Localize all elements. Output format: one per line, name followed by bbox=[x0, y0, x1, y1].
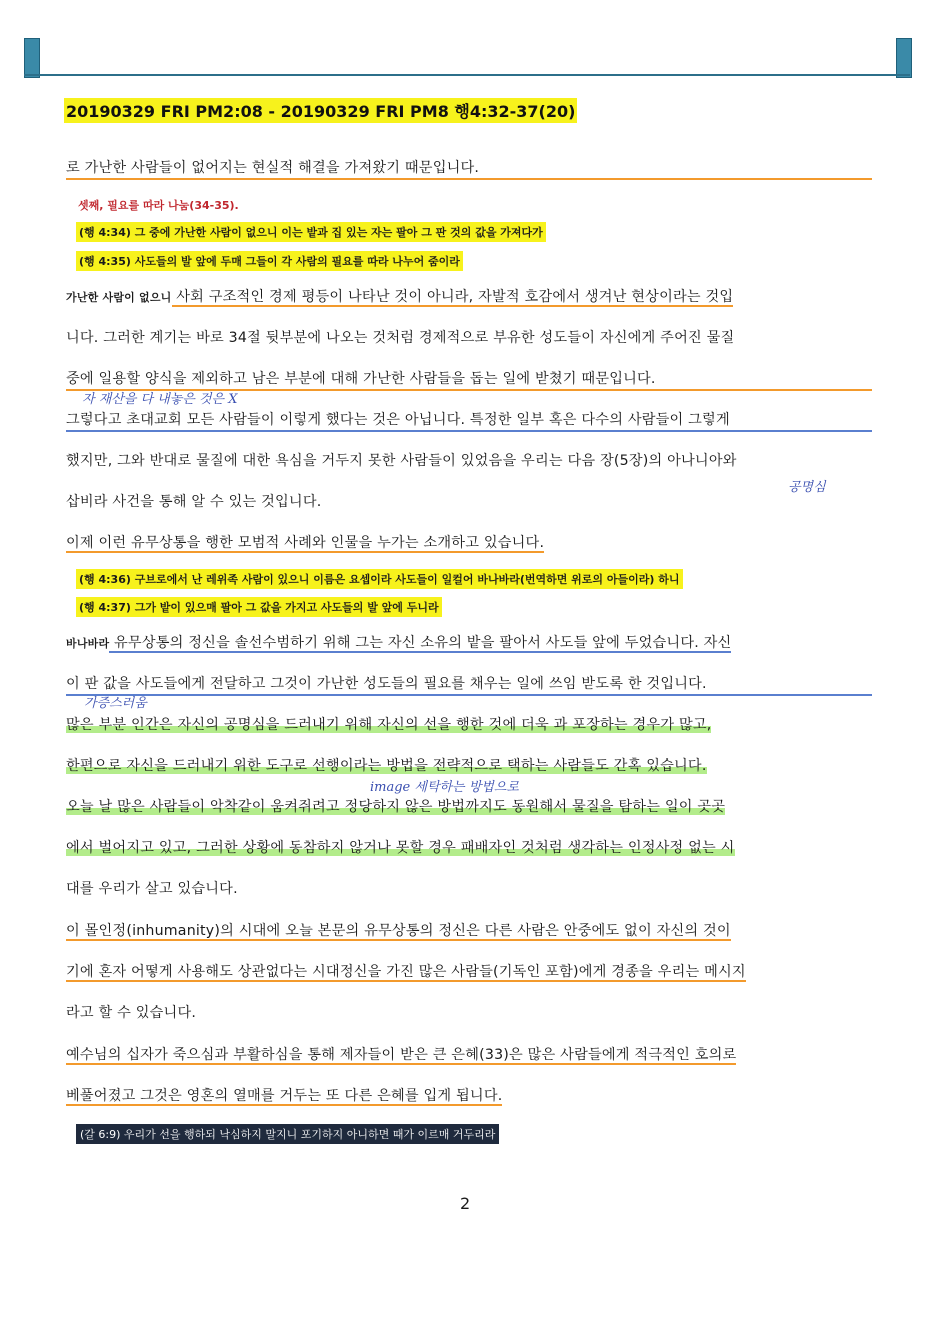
paragraph-line: 라고 할 수 있습니다. bbox=[66, 1005, 197, 1021]
paragraph-text: 이 몰인정(inhumanity)의 시대에 오늘 본문의 유무상통의 정신은 다른 사람은 안중에도 없이 자신의 것이 bbox=[66, 923, 731, 939]
paragraph-line: 그렇다고 초대교회 모든 사람들이 이렇게 했다는 것은 아닙니다. 특정한 일부 혹은 다수의 사람들이 그렇게 bbox=[66, 410, 872, 432]
paragraph-line bbox=[66, 715, 872, 735]
paragraph-line bbox=[66, 797, 872, 817]
paragraph-line bbox=[66, 962, 872, 982]
paragraph-line: 이 판 값을 사도들에게 전달하고 그것이 가난한 성도들의 필요를 채우는 일에 쓰임 받도록 한 것입니다. bbox=[66, 674, 872, 696]
paragraph-line: 삽비라 사건을 통해 알 수 있는 것입니다. bbox=[66, 494, 322, 510]
verse-acts-4-36: (행 4:36) 구브로에서 난 레위족 사람이 있으니 이름은 요셉이라 사도들이 일컬어 바나바라(번역하면 위로의 아들이라) 하니 bbox=[76, 569, 683, 589]
paragraph-line bbox=[66, 533, 872, 553]
paragraph-line bbox=[66, 633, 872, 654]
paragraph-line bbox=[66, 1086, 872, 1106]
paragraph-text: 사회 구조적인 경제 평등이 나타난 것이 아니라, 자발적 호감에서 생겨난 현상이라는 것입 bbox=[171, 289, 734, 305]
paragraph-line: 했지만, 그와 반대로 물질에 대한 욕심을 거두지 못한 사람들이 있었음을 우리는 다음 장(5장)의 아나니아와 bbox=[66, 453, 737, 469]
handwritten-note: 자 재산을 다 내놓은 것은 X bbox=[82, 392, 238, 407]
paragraph-text: 이제 이런 유무상통을 행한 모범적 사례와 인물을 누가는 소개하고 있습니다. bbox=[66, 535, 545, 551]
header-rule bbox=[24, 74, 910, 76]
handwritten-note: 공명심 bbox=[788, 480, 826, 495]
paragraph-line: 중에 일용할 양식을 제외하고 남은 부분에 대해 가난한 사람들을 돕는 일에 받쳤기 때문입니다. bbox=[66, 369, 872, 391]
paragraph-line: 로 가난한 사람들이 없어지는 현실적 해결을 가져왔기 때문입니다. bbox=[66, 158, 872, 180]
paragraph-line bbox=[66, 921, 872, 941]
header-bar-left bbox=[24, 38, 40, 78]
handwritten-note: image 세탁하는 방법으로 bbox=[370, 780, 519, 795]
paragraph-text: 에서 벌어지고 있고, 그러한 상황에 동참하지 않거나 못할 경우 패배자인 것처럼 생각하는 인정사정 없는 시 bbox=[66, 840, 735, 856]
verse-acts-4-35: (행 4:35) 사도들의 발 앞에 두매 그들이 각 사람의 필요를 따라 나누어 줌이라 bbox=[76, 251, 463, 271]
paragraph-text: 기에 혼자 어떻게 사용해도 상관없다는 시대정신을 가진 많은 사람들(기독인 포함)에게 경종을 우리는 메시지 bbox=[66, 964, 746, 980]
verse-galatians-6-9: (갈 6:9) 우리가 선을 행하되 낙심하지 말지니 포기하지 아니하면 때가 이르매 거두리라 bbox=[76, 1124, 499, 1144]
page-number: 2 bbox=[460, 1194, 471, 1213]
verse-acts-4-34: (행 4:34) 그 중에 가난한 사람이 없으니 이는 밭과 집 있는 자는 팔아 그 판 것의 값을 가져다가 bbox=[76, 222, 546, 242]
paragraph-line: 니다. 그러한 계기는 바로 34절 뒷부분에 나오는 것처럼 경제적으로 부유한 성도들이 자신에게 주어진 물질 bbox=[66, 330, 735, 346]
paragraph-text: 한편으로 자신을 드러내기 위한 도구로 선행이라는 방법을 전략적으로 택하는 사람들도 간혹 있습니다. bbox=[66, 758, 707, 774]
paragraph-text: 유무상통의 정신을 솔선수범하기 위해 그는 자신 소유의 밭을 팔아서 사도들 앞에 두었습니다. 자신 bbox=[109, 635, 732, 651]
paragraph-line bbox=[66, 838, 872, 858]
handwritten-note: 가증스러움 bbox=[84, 696, 147, 711]
paragraph-line bbox=[66, 287, 872, 308]
verse-acts-4-37: (행 4:37) 그가 밭이 있으매 팔아 그 값을 가지고 사도들의 발 앞에 두니라 bbox=[76, 597, 442, 617]
paragraph-text: 예수님의 십자가 죽으심과 부활하심을 통해 제자들이 받은 큰 은혜(33)은 많은 사람들에게 적극적인 호의로 bbox=[66, 1047, 737, 1063]
header-bar-right bbox=[896, 38, 912, 78]
paragraph-lead: 바나바라 bbox=[66, 637, 110, 650]
section-heading: 셋째, 필요를 따라 나눔(34-35). bbox=[78, 199, 239, 212]
paragraph-line bbox=[66, 1045, 872, 1065]
paragraph-line: 대를 우리가 살고 있습니다. bbox=[66, 881, 238, 897]
paragraph-lead: 가난한 사람이 없으니 bbox=[66, 291, 172, 304]
document-title: 20190329 FRI PM2:08 - 20190329 FRI PM8 행4:32-37(20) bbox=[64, 98, 577, 123]
paragraph-text: 오늘 날 많은 사람들이 악착같이 움켜쥐려고 정당하지 않은 방법까지도 동원해서 물질을 탐하는 일이 곳곳 bbox=[66, 799, 726, 815]
paragraph-text: 베풀어졌고 그것은 영혼의 열매를 거두는 또 다른 은혜를 입게 됩니다. bbox=[66, 1088, 503, 1104]
paragraph-line bbox=[66, 756, 872, 776]
paragraph-text: 많은 부분 인간은 자신의 공명심을 드러내기 위해 자신의 선을 행한 것에 더욱 과 포장하는 경우가 많고, bbox=[66, 717, 712, 733]
